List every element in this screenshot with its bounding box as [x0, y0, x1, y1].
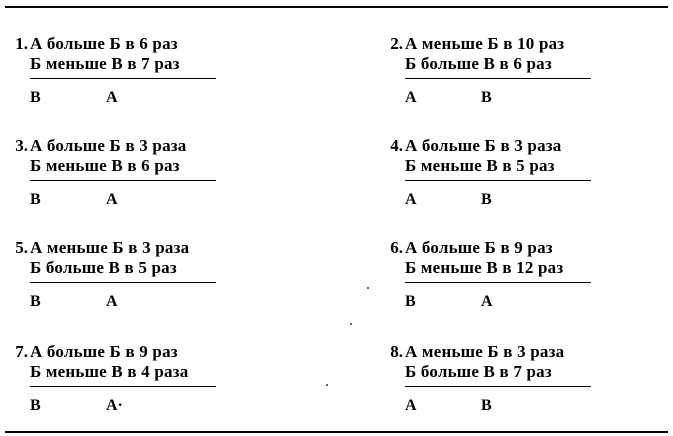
- bottom-rule: [5, 431, 668, 433]
- answer-divider: [405, 78, 591, 79]
- answer-first: А: [405, 191, 417, 208]
- statement-line-1: А больше Б в 6 раз: [30, 34, 178, 53]
- problem-6: [377, 237, 607, 332]
- answer-divider: [30, 180, 216, 181]
- problem-1: [2, 33, 232, 128]
- statement-line-2: Б больше В в 7 раз: [405, 362, 552, 381]
- statement-line-1: А больше Б в 3 раза: [30, 136, 187, 155]
- statement-line-1: А больше Б в 9 раз: [30, 342, 178, 361]
- problem-number: 1.: [15, 34, 28, 53]
- problem-number: 5.: [15, 238, 28, 257]
- answer-second: А: [106, 89, 118, 106]
- answer-divider: [30, 282, 216, 283]
- answer-first: А: [405, 89, 417, 106]
- problem-8: [377, 341, 607, 436]
- answer-second: А: [481, 293, 493, 310]
- problem-2: [377, 33, 607, 128]
- answer-first: В: [30, 397, 41, 414]
- answer-first: В: [30, 191, 41, 208]
- statement-line-2: Б меньше В в 4 раза: [30, 362, 189, 381]
- top-rule: [5, 6, 668, 8]
- scan-speck: [350, 323, 352, 325]
- statement-line-1: А меньше Б в 3 раза: [405, 342, 565, 361]
- answer-second: В: [481, 89, 492, 106]
- statement-line-2: Б меньше В в 5 раз: [405, 156, 555, 175]
- answer-divider: [30, 386, 216, 387]
- answer-first: В: [405, 293, 416, 310]
- answer-first: В: [30, 89, 41, 106]
- answer-second: В: [481, 397, 492, 414]
- scan-speck: [326, 384, 328, 386]
- statement-line-1: А больше Б в 9 раз: [405, 238, 553, 257]
- answer-divider: [30, 78, 216, 79]
- problem-4: [377, 135, 607, 230]
- problem-number: 8.: [390, 342, 403, 361]
- answer-divider: [405, 386, 591, 387]
- statement-line-2: Б больше В в 6 раз: [405, 54, 552, 73]
- problem-number: 6.: [390, 238, 403, 257]
- answer-divider: [405, 282, 591, 283]
- problem-number: 3.: [15, 136, 28, 155]
- statement-line-2: Б меньше В в 12 раз: [405, 258, 564, 277]
- statement-line-1: А меньше Б в 10 раз: [405, 34, 565, 53]
- problem-5: [2, 237, 232, 332]
- answer-first: В: [30, 293, 41, 310]
- statement-line-2: Б меньше В в 7 раз: [30, 54, 180, 73]
- answer-divider: [405, 180, 591, 181]
- problem-number: 4.: [390, 136, 403, 155]
- statement-line-2: Б меньше В в 6 раз: [30, 156, 180, 175]
- statement-line-1: А меньше Б в 3 раза: [30, 238, 190, 257]
- answer-second: А: [106, 191, 118, 208]
- statement-line-2: Б больше В в 5 раз: [30, 258, 177, 277]
- problem-7: [2, 341, 232, 436]
- answer-second: А: [106, 293, 118, 310]
- problem-number: 7.: [15, 342, 28, 361]
- statement-line-1: А больше Б в 3 раза: [405, 136, 562, 155]
- answer-second: В: [481, 191, 492, 208]
- scan-speck: [367, 287, 369, 289]
- problem-3: [2, 135, 232, 230]
- answer-first: А: [405, 397, 417, 414]
- problem-number: 2.: [390, 34, 403, 53]
- answer-second: А·: [106, 397, 123, 414]
